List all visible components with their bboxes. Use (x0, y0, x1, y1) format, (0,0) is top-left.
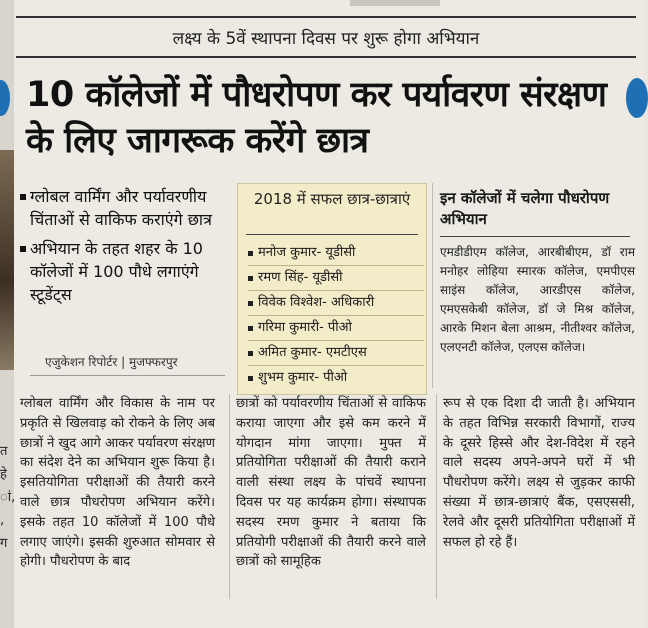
column-divider (432, 183, 433, 388)
cropped-photo (0, 150, 14, 370)
bullet-points (20, 185, 225, 312)
list-item: विवेक विश्वेश- अधिकारी (248, 291, 424, 316)
article-column-2: छात्रों को पर्यावरणीय चिंताओं से वाकिफ कराया जाएगा और इसे कम करने में योगदान मांगा जाएगा। मुफ्त में प्रतियोगिता परीक्षाओं की तैयारी कराने वाली संस्था लक्ष्य के पांचवें स्थापना दिवस पर यह कार्यक्रम होगा। संस्थापक सदस्य रमण कुमार ने बताया कि प्रतियोगी परीक्षाओं की तैयारी करने वाले छात्रों को सामूहिक (236, 396, 426, 570)
article-column-1: ग्लोबल वार्मिंग और विकास के नाम पर प्रकृति से खिलवाड़ को रोकने के लिए अब छात्रों ने खुद आगे आकर पर्यावरण संरक्षण का संदेश देने का अभियान शुरू किया है। इसतियोगिता परीक्षाओं की तैयारी करने वाले छात्र पौधरोपण अभियान करेंगे। इसके तहत 10 कॉलेजों में 100 पौधे लगाए जाएंगे। इसकी शुरुआत सोमवार से होगी। पौधरोपण के बाद (20, 396, 215, 570)
column-divider (229, 394, 230, 599)
list-item: शुभम कुमार- पीओ (248, 366, 424, 390)
bullet-1: ग्लोबल वार्मिंग और पर्यावरणीय चिंताओं से वाकिफ कराएंगे छात्र (20, 185, 225, 231)
list-item: गरिमा कुमारी- पीओ (248, 316, 424, 341)
cropped-edge-text: त हे ां, , ग (0, 444, 16, 551)
byline-divider (30, 375, 225, 376)
column-divider (436, 394, 437, 599)
top-rule (16, 16, 636, 18)
success-box (237, 183, 427, 395)
list-item: रमण सिंह- यूडीसी (248, 266, 424, 291)
article-column-3: रूप से एक दिशा दी जाती है। अभियान के तहत विभिन्न सरकारी विभागों, राज्य के दूसरे हिस्से और देश-विदेश में रहने वाले सदस्य अपने-अपने घरों में भी पौधरोपण करेंगे। लक्ष्य से जुड़कर काफी संख्या में छात्र-छात्राएं बैंक, एसएससी, रेलवे और दूसरी प्रतियोगिता परीक्षाओं में सफल हो रहे हैं। (443, 396, 635, 550)
list-item: अमित कुमार- एमटीएस (248, 341, 424, 366)
success-box-title: 2018 में सफल छात्र-छात्राएं (253, 190, 411, 208)
kicker: लक्ष्य के 5वें स्थापना दिवस पर शुरू होगा अभियान (172, 29, 480, 49)
colleges-list: एमडीडीएम कॉलेज, आरबीबीएम, डॉ राम मनोहर लोहिया स्मारक कॉलेज, एमपीएस साइंस कॉलेज, आरडीएस कॉलेज, एमएसकेबी कॉलेज, डॉ जे मिश्र कॉलेज, आरके मिशन बेला आश्रम, नीतीश्वर कॉलेज, एलएनटी कॉलेज, एलएस कॉलेज। (440, 245, 635, 354)
byline: एजुकेशन रिपोर्टर | मुजफ्फरपुर (45, 355, 178, 369)
success-box-rule (246, 234, 418, 235)
success-list (248, 241, 424, 390)
colleges-rule (440, 236, 630, 237)
headline: 10 कॉलेजों में पौधरोपण कर पर्यावरण संरक्षण के लिए जागरूक करेंगे छात्र (26, 75, 607, 161)
top-strip (350, 0, 440, 6)
kicker-rule (16, 56, 636, 58)
colleges-title: इन कॉलेजों में चलेगा पौधरोपण अभियान (440, 189, 610, 228)
bullet-2: अभियान के तहत शहर के 10 कॉलेजों में 100 पौधे लगाएंगे स्टूडेंट्स (20, 237, 225, 306)
colleges-box (440, 188, 635, 357)
list-item: मनोज कुमार- यूडीसी (248, 241, 424, 266)
